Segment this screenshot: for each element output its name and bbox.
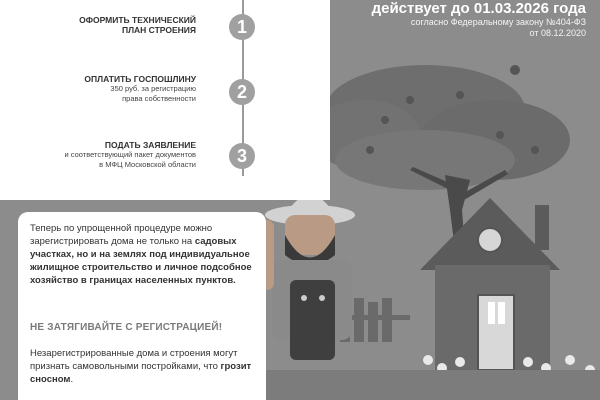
apple-tree-icon xyxy=(310,65,570,250)
info-paragraph-2 xyxy=(30,347,260,386)
info-p2-end: . xyxy=(70,374,74,385)
info-p1-text: Теперь по упрощенной процедуре можно зарегистрировать дома не только на xyxy=(30,223,213,247)
info-p1-bold: садовых участках, но и на землях под индивидуальное жилищное строительство и личное подсобное хозяйство в границах населенных пунктов. xyxy=(30,236,252,286)
info-p2-text: Незарегистрированные дома и строения могут признать самовольными постройками, что xyxy=(30,348,238,372)
law-date: от 08.12.2020 xyxy=(529,28,586,38)
step-2-title: ОПЛАТИТЬ ГОСПОШЛИНУ xyxy=(84,74,196,84)
step-1-title-line2: ПЛАН СТРОЕНИЯ xyxy=(121,25,196,35)
step-3-desc-line2: в МФЦ Московской области xyxy=(99,160,196,169)
step-2-desc-line1: 350 руб. за регистрацию xyxy=(110,84,196,93)
info-paragraph-1 xyxy=(30,222,260,287)
step-1-badge: 1 xyxy=(229,14,255,40)
gardener-icon xyxy=(260,195,355,360)
step-3-title: ПОДАТЬ ЗАЯВЛЕНИЕ xyxy=(104,140,196,150)
deadline-text: действует до 01.03.2026 года xyxy=(371,0,586,17)
step-2-badge: 2 xyxy=(229,79,255,105)
step-1 xyxy=(79,15,196,35)
step-3 xyxy=(65,140,197,170)
step-3-badge: 3 xyxy=(229,143,255,169)
step-3-desc-line1: и соответствующий пакет документов xyxy=(64,150,196,159)
step-1-title-line1: ОФОРМИТЬ ТЕХНИЧЕСКИЙ xyxy=(79,15,196,25)
info-card xyxy=(18,212,266,400)
house-icon xyxy=(420,198,560,370)
law-header xyxy=(326,0,586,39)
warning-heading: НЕ ЗАТЯГИВАЙТЕ С РЕГИСТРАЦИЕЙ! xyxy=(30,322,223,333)
info-p2-bold: грозит сносном xyxy=(30,361,252,385)
step-2 xyxy=(84,74,196,104)
step-2-desc-line2: права собственности xyxy=(122,94,196,103)
law-reference: согласно Федеральному закону №404-ФЗ xyxy=(410,17,586,27)
